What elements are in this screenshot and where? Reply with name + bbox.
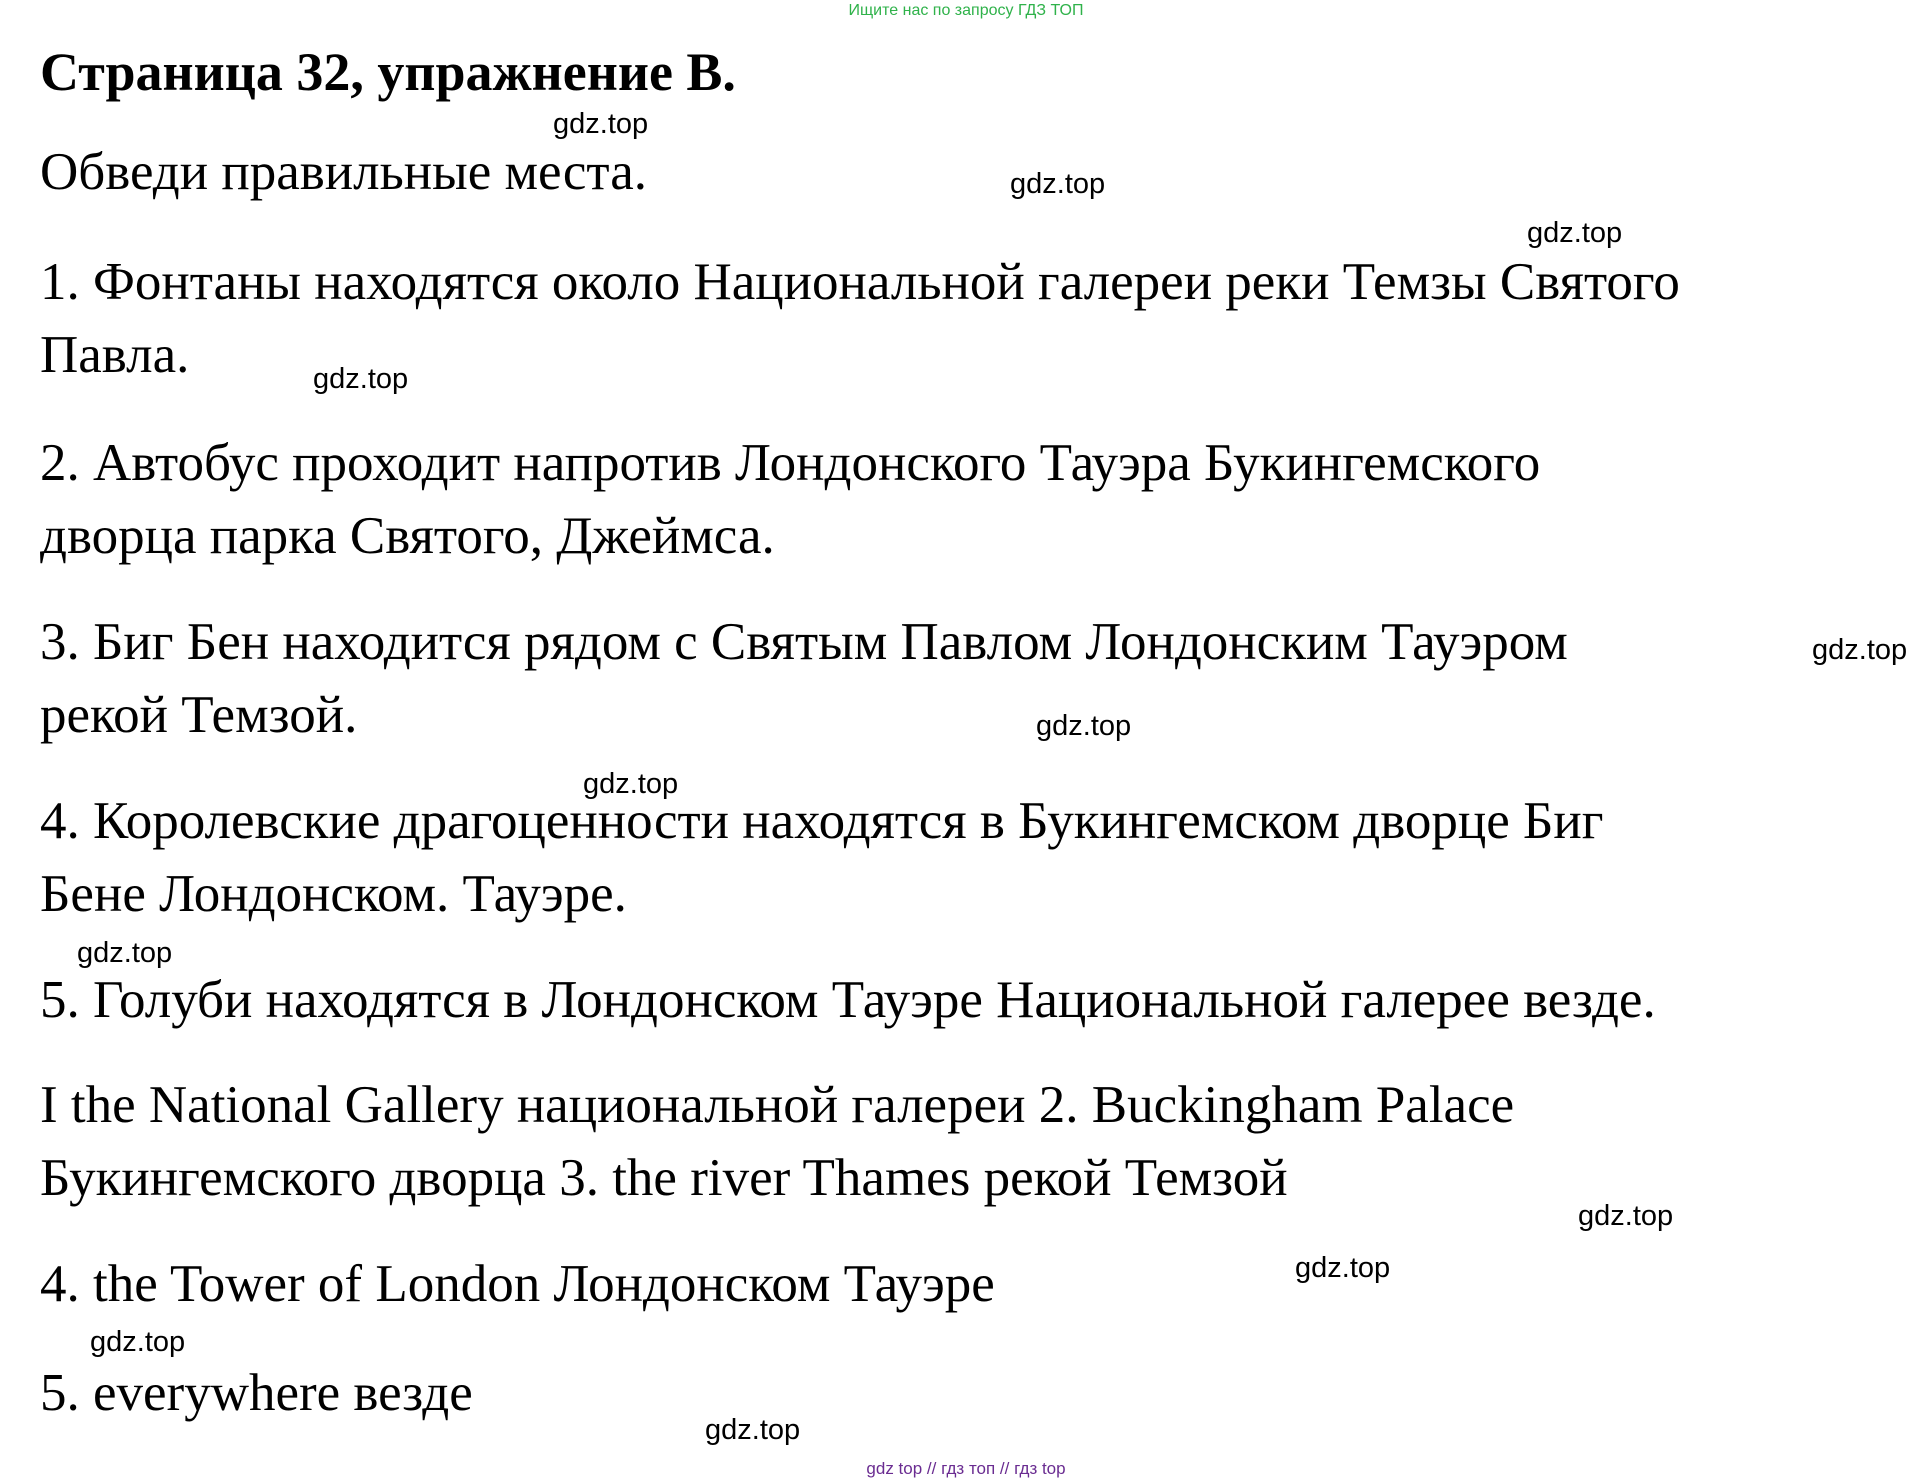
watermark: gdz.top — [705, 1414, 801, 1446]
item-4-line-1: 4. Королевские драгоценности находятся в Букингемском дворце Биг — [40, 792, 1604, 850]
watermark: gdz.top — [1036, 710, 1132, 742]
watermark: gdz.top — [1578, 1200, 1674, 1232]
watermark: gdz.top — [1527, 217, 1623, 249]
item-1-line-1: 1. Фонтаны находятся около Национальной галереи реки Темзы Святого — [40, 253, 1680, 311]
top-banner[interactable]: Ищите нас по запросу ГДЗ ТОП — [848, 2, 1084, 19]
answers-line-1: I the National Gallery национальной галереи 2. Buckingham Palace — [40, 1076, 1515, 1134]
watermark: gdz.top — [77, 937, 173, 969]
watermark: gdz.top — [1812, 634, 1908, 666]
instruction-text: Обведи правильные места. — [40, 143, 647, 201]
item-3-line-1: 3. Биг Бен находится рядом с Святым Павлом Лондонским Тауэром — [40, 613, 1568, 671]
watermark: gdz.top — [1010, 168, 1106, 200]
item-2-line-1: 2. Автобус проходит напротив Лондонского Тауэра Букингемского — [40, 434, 1541, 492]
watermark: gdz.top — [313, 363, 409, 395]
answers-line-3: 4. the Tower of London Лондонском Тауэре — [40, 1255, 995, 1313]
answers-line-2: Букингемского дворца 3. the river Thames рекой Темзой — [40, 1149, 1288, 1207]
item-5-line: 5. Голуби находятся в Лондонском Тауэре Национальной галерее везде. — [40, 971, 1656, 1029]
item-2-line-2: дворца парка Святого, Джеймса. — [40, 507, 775, 565]
watermark: gdz.top — [1295, 1252, 1391, 1284]
footer-links[interactable]: gdz top // гдз топ // гдз top — [866, 1459, 1066, 1478]
answers-line-4: 5. everywhere везде — [40, 1364, 473, 1422]
watermark: gdz.top — [90, 1326, 186, 1358]
item-4-line-2: Бене Лондонском. Тауэре. — [40, 865, 627, 923]
page-title: Страница 32, упражнение В. — [40, 42, 736, 102]
item-1-line-2: Павла. — [40, 326, 190, 384]
watermark: gdz.top — [583, 768, 679, 800]
watermark: gdz.top — [553, 108, 649, 140]
item-3-line-2: рекой Темзой. — [40, 686, 358, 744]
